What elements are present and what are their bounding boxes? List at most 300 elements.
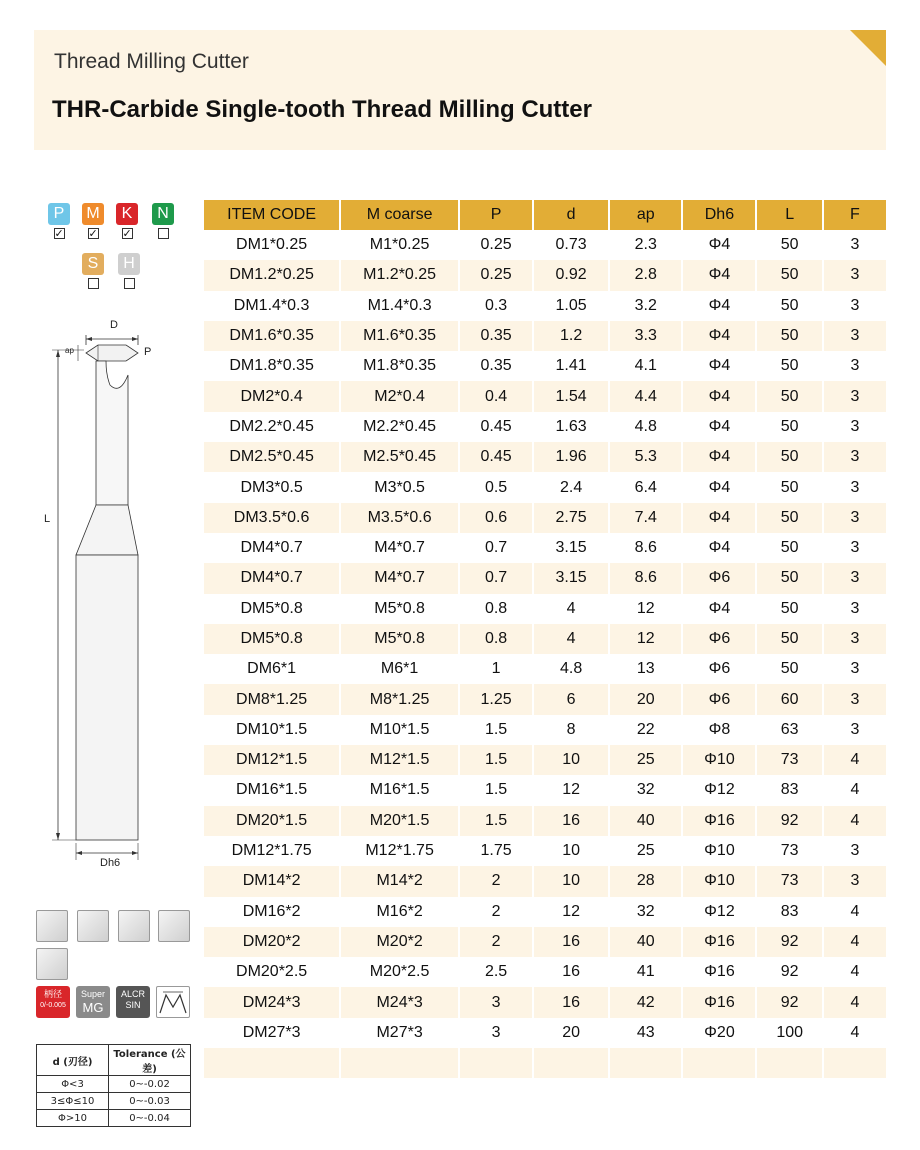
cell-m-coarse: M2.5*0.45 <box>340 442 459 472</box>
cell-dh6: Φ4 <box>682 503 756 533</box>
cell-dh6: Φ10 <box>682 866 756 896</box>
cell-ap: 2.8 <box>609 260 682 290</box>
table-row <box>204 684 886 714</box>
cell-d: 8 <box>533 715 609 745</box>
cell-item-code: DM14*2 <box>204 866 340 896</box>
grade-h-badge: H <box>118 253 140 275</box>
grade-h <box>118 253 140 289</box>
cell-l: 63 <box>756 715 822 745</box>
table-row <box>204 563 886 593</box>
thread-profile-glyph <box>157 987 189 1017</box>
cell-p: 0.8 <box>459 594 533 624</box>
table-row <box>204 866 886 896</box>
cell-ap: 43 <box>609 1018 682 1048</box>
grade-n <box>152 203 174 239</box>
header-m-coarse: M coarse <box>340 200 459 230</box>
cell-item-code: DM6*1 <box>247 660 297 678</box>
cell-d: 16 <box>533 927 609 957</box>
tolerance-header-d: d (刃径) <box>37 1045 109 1076</box>
header-f: F <box>823 200 886 230</box>
cell-m-coarse: M1.8*0.35 <box>340 351 459 381</box>
cell-l: 92 <box>756 957 822 987</box>
cell-m-coarse: M8*1.25 <box>340 684 459 714</box>
cell-l: 50 <box>756 230 822 260</box>
cell-f: 3 <box>823 624 886 654</box>
cell-m-coarse: M4*0.7 <box>340 563 459 593</box>
cell-ap: 4.8 <box>609 412 682 442</box>
tolerance-cell: Φ>10 <box>37 1110 109 1127</box>
tolerance-cell: 0~-0.02 <box>109 1076 191 1093</box>
cell-m-coarse: M1.4*0.3 <box>340 291 459 321</box>
page-header <box>34 30 886 150</box>
coating-badge-line1: ALCR <box>120 989 145 999</box>
cell-item-code: DM2.5*0.45 <box>204 442 340 472</box>
grade-n-badge: N <box>152 203 174 225</box>
cell-m-coarse: M16*2 <box>340 897 459 927</box>
cell-item-code: DM3*0.5 <box>240 478 303 496</box>
cell-l: 50 <box>756 412 822 442</box>
cell-d: 6 <box>533 684 609 714</box>
cell-l: 50 <box>756 321 822 351</box>
cell-ap: 32 <box>609 775 682 805</box>
cell-l: 73 <box>756 836 822 866</box>
cell-ap: 40 <box>609 806 682 836</box>
table-row <box>204 1018 886 1048</box>
table-row <box>204 654 886 684</box>
cell-ap: 2.3 <box>609 230 682 260</box>
cell-dh6: Φ16 <box>682 987 756 1017</box>
cell-l: 50 <box>756 351 822 381</box>
cell-f: 3 <box>823 684 886 714</box>
tolerance-cell: Φ<3 <box>37 1076 109 1093</box>
cell-dh6: Φ16 <box>682 806 756 836</box>
cell-f: 3 <box>823 260 886 290</box>
shoulder-milling-icon <box>36 948 68 980</box>
page-title: THR-Carbide Single-tooth Thread Milling Cutter <box>52 96 592 123</box>
cell-dh6: Φ20 <box>682 1018 756 1048</box>
header-l: L <box>756 200 822 230</box>
cell-p: 1.75 <box>459 836 533 866</box>
cell-dh6: Φ10 <box>682 836 756 866</box>
cell-dh6: Φ4 <box>682 442 756 472</box>
grade-p-badge: P <box>48 203 70 225</box>
cell-p: 1.5 <box>459 715 533 745</box>
cell-empty <box>459 1048 533 1078</box>
cell-f: 4 <box>823 897 886 927</box>
shank-tolerance-badge <box>36 986 70 1018</box>
cell-item-code: DM12*1.5 <box>204 745 340 775</box>
cell-p: 2 <box>459 897 533 927</box>
table-row <box>204 503 886 533</box>
cell-d: 1.41 <box>533 351 609 381</box>
grade-k-badge: K <box>116 203 138 225</box>
cell-ap: 5.3 <box>609 442 682 472</box>
cell-item-code: DM20*1.5 <box>204 806 340 836</box>
header-item-code: ITEM CODE <box>204 200 340 230</box>
grade-s-badge: S <box>82 253 104 275</box>
cell-l: 50 <box>756 594 822 624</box>
spec-table <box>204 200 886 1078</box>
cell-ap: 6.4 <box>609 472 682 502</box>
label-d: D <box>110 319 118 331</box>
cell-dh6: Φ4 <box>682 412 756 442</box>
cell-p: 2 <box>459 927 533 957</box>
table-row <box>204 836 886 866</box>
cell-ap: 40 <box>609 927 682 957</box>
grade-m-checkbox: ✓ <box>88 227 98 240</box>
cell-dh6: Φ4 <box>682 291 756 321</box>
grade-m <box>82 203 104 239</box>
cell-item-code: DM12*1.75 <box>231 842 312 860</box>
cell-item-code: DM5*0.8 <box>240 599 303 617</box>
cell-ap: 20 <box>609 684 682 714</box>
cell-d: 16 <box>533 987 609 1017</box>
cell-empty <box>609 1048 682 1078</box>
cell-l: 92 <box>756 927 822 957</box>
cell-item-code: DM1.6*0.35 <box>204 321 340 351</box>
cell-m-coarse: M2*0.4 <box>340 381 459 411</box>
header-p: P <box>459 200 533 230</box>
cell-item-code: DM16*1.5 <box>236 781 308 799</box>
grade-k-checkbox: ✓ <box>122 227 132 240</box>
cell-f: 3 <box>823 563 886 593</box>
cell-l: 73 <box>756 745 822 775</box>
cell-d: 10 <box>533 745 609 775</box>
cell-ap: 25 <box>609 745 682 775</box>
cell-p: 0.45 <box>459 442 533 472</box>
cell-d: 4 <box>533 594 609 624</box>
cell-empty <box>204 1048 340 1078</box>
cell-item-code: DM20*2 <box>204 927 340 957</box>
table-row <box>204 775 886 805</box>
cell-p: 0.6 <box>459 503 533 533</box>
cell-dh6: Φ8 <box>682 715 756 745</box>
cell-f: 3 <box>823 533 886 563</box>
cell-f: 4 <box>823 1018 886 1048</box>
table-row-empty <box>204 1048 886 1078</box>
cell-m-coarse: M16*1.5 <box>340 775 459 805</box>
super-badge-line2: MG <box>82 1000 104 1015</box>
cell-f: 3 <box>823 381 886 411</box>
cell-ap: 42 <box>609 987 682 1017</box>
cell-m-coarse: M4*0.7 <box>340 533 459 563</box>
cell-p: 3 <box>459 987 533 1017</box>
cell-item-code: DM4*0.7 <box>240 539 303 557</box>
cell-p: 1.5 <box>459 745 533 775</box>
cell-d: 10 <box>533 866 609 896</box>
cell-m-coarse: M12*1.75 <box>340 836 459 866</box>
cell-item-code: DM1*0.25 <box>236 236 308 254</box>
cell-p: 0.45 <box>459 412 533 442</box>
header-dh6: Dh6 <box>682 200 756 230</box>
cell-l: 100 <box>756 1018 822 1048</box>
grade-p <box>48 203 70 239</box>
cell-l: 50 <box>756 563 822 593</box>
cell-f: 3 <box>823 503 886 533</box>
cell-m-coarse: M5*0.8 <box>340 624 459 654</box>
cell-ap: 12 <box>609 594 682 624</box>
super-mg-badge <box>76 986 110 1018</box>
cell-l: 50 <box>756 503 822 533</box>
cell-p: 3 <box>459 1018 533 1048</box>
cell-f: 3 <box>823 321 886 351</box>
cell-l: 50 <box>756 260 822 290</box>
tolerance-header-row <box>37 1045 191 1076</box>
coating-badge <box>116 986 150 1018</box>
cell-d: 3.15 <box>533 563 609 593</box>
label-l: L <box>44 513 51 525</box>
cell-ap: 4.1 <box>609 351 682 381</box>
cell-d: 16 <box>533 806 609 836</box>
table-row <box>204 927 886 957</box>
cell-f: 4 <box>823 927 886 957</box>
cell-p: 2 <box>459 866 533 896</box>
cell-d: 10 <box>533 836 609 866</box>
tolerance-cell: 0~-0.04 <box>109 1110 191 1127</box>
cell-dh6: Φ6 <box>682 684 756 714</box>
cell-dh6: Φ4 <box>682 351 756 381</box>
cell-dh6: Φ4 <box>682 381 756 411</box>
cell-m-coarse: M1.2*0.25 <box>340 260 459 290</box>
cell-dh6: Φ4 <box>682 472 756 502</box>
thread-profile-icon <box>156 986 190 1018</box>
cell-empty <box>533 1048 609 1078</box>
table-row <box>204 260 886 290</box>
pocket-milling-icon <box>118 910 150 942</box>
table-row <box>204 806 886 836</box>
cell-item-code: DM10*1.5 <box>236 720 308 738</box>
page-subtitle: Thread Milling Cutter <box>54 50 249 73</box>
cell-p: 1.5 <box>459 775 533 805</box>
tolerance-row <box>37 1110 191 1127</box>
cell-ap: 8.6 <box>609 533 682 563</box>
table-row <box>204 291 886 321</box>
cell-item-code: DM1.4*0.3 <box>233 296 310 314</box>
cell-d: 16 <box>533 957 609 987</box>
cell-ap: 8.6 <box>609 563 682 593</box>
super-badge-line1: Super <box>80 989 106 999</box>
cell-item-code: DM2*0.4 <box>204 381 340 411</box>
cell-item-code: DM20*2.5 <box>236 963 308 981</box>
cell-item-code: DM1.2*0.25 <box>204 260 340 290</box>
cell-item-code: DM8*1.25 <box>204 684 340 714</box>
cell-l: 50 <box>756 533 822 563</box>
table-row <box>204 472 886 502</box>
cell-ap: 13 <box>609 654 682 684</box>
cell-dh6: Φ12 <box>682 775 756 805</box>
cell-l: 92 <box>756 987 822 1017</box>
grade-p-checkbox: ✓ <box>54 227 64 240</box>
cell-d: 0.73 <box>533 230 609 260</box>
cell-m-coarse: M20*2.5 <box>340 957 459 987</box>
cell-d: 4.8 <box>533 654 609 684</box>
table-row <box>204 897 886 927</box>
cell-ap: 28 <box>609 866 682 896</box>
cell-empty <box>340 1048 459 1078</box>
grade-m-badge: M <box>82 203 104 225</box>
cell-l: 50 <box>756 624 822 654</box>
cell-dh6: Φ4 <box>682 594 756 624</box>
cell-m-coarse: M1*0.25 <box>340 230 459 260</box>
cell-f: 3 <box>823 472 886 502</box>
cell-d: 2.75 <box>533 503 609 533</box>
cell-item-code: DM5*0.8 <box>204 624 340 654</box>
cell-p: 1.25 <box>459 684 533 714</box>
cell-m-coarse: M1.6*0.35 <box>340 321 459 351</box>
cell-ap: 41 <box>609 957 682 987</box>
cell-f: 4 <box>823 745 886 775</box>
cell-m-coarse: M27*3 <box>340 1018 459 1048</box>
cell-p: 0.7 <box>459 563 533 593</box>
cell-dh6: Φ6 <box>682 563 756 593</box>
cell-m-coarse: M3*0.5 <box>340 472 459 502</box>
cell-ap: 7.4 <box>609 503 682 533</box>
cell-l: 73 <box>756 866 822 896</box>
cell-f: 3 <box>823 715 886 745</box>
cell-dh6: Φ4 <box>682 533 756 563</box>
cell-l: 92 <box>756 806 822 836</box>
table-row <box>204 442 886 472</box>
cell-f: 3 <box>823 230 886 260</box>
tolerance-row <box>37 1093 191 1110</box>
cell-d: 3.15 <box>533 533 609 563</box>
cell-d: 1.96 <box>533 442 609 472</box>
cell-dh6: Φ4 <box>682 321 756 351</box>
cell-dh6: Φ6 <box>682 654 756 684</box>
spec-header-row <box>204 200 886 230</box>
table-row <box>204 533 886 563</box>
table-row <box>204 412 886 442</box>
cell-m-coarse: M10*1.5 <box>340 715 459 745</box>
spec-table-body <box>204 230 886 1078</box>
table-row <box>204 745 886 775</box>
cell-f: 3 <box>823 291 886 321</box>
cell-f: 4 <box>823 957 886 987</box>
cell-dh6: Φ12 <box>682 897 756 927</box>
label-p: P <box>144 346 152 358</box>
table-row <box>204 715 886 745</box>
cell-p: 0.4 <box>459 381 533 411</box>
cell-d: 20 <box>533 1018 609 1048</box>
cell-item-code: DM3.5*0.6 <box>204 503 340 533</box>
cutter-diagram <box>40 315 190 875</box>
cell-f: 3 <box>823 654 886 684</box>
cell-ap: 12 <box>609 624 682 654</box>
shank-badge-line1: 柄径 <box>43 989 62 999</box>
label-ap: ap <box>65 346 74 355</box>
corner-ribbon <box>850 30 886 66</box>
shank-badge-line2: 0/-0.005 <box>40 1002 66 1009</box>
cell-m-coarse: M2.2*0.45 <box>340 412 459 442</box>
cell-p: 0.35 <box>459 321 533 351</box>
cell-f: 4 <box>823 806 886 836</box>
tolerance-row <box>37 1076 191 1093</box>
cell-d: 4 <box>533 624 609 654</box>
grade-n-checkbox <box>158 228 169 239</box>
cell-d: 2.4 <box>533 472 609 502</box>
table-row <box>204 351 886 381</box>
table-row <box>204 957 886 987</box>
cell-l: 83 <box>756 897 822 927</box>
cell-d: 1.05 <box>533 291 609 321</box>
cell-ap: 3.2 <box>609 291 682 321</box>
cell-dh6: Φ16 <box>682 927 756 957</box>
table-row <box>204 321 886 351</box>
cell-l: 50 <box>756 291 822 321</box>
cell-ap: 25 <box>609 836 682 866</box>
cell-l: 83 <box>756 775 822 805</box>
cell-l: 50 <box>756 654 822 684</box>
cell-f: 3 <box>823 412 886 442</box>
cell-d: 1.63 <box>533 412 609 442</box>
cell-dh6: Φ16 <box>682 957 756 987</box>
grade-h-checkbox <box>124 278 135 289</box>
cell-item-code: DM4*0.7 <box>204 563 340 593</box>
cell-dh6: Φ4 <box>682 230 756 260</box>
cell-d: 1.2 <box>533 321 609 351</box>
grade-s <box>82 253 104 289</box>
profile-milling-icon <box>158 910 190 942</box>
cell-p: 0.35 <box>459 351 533 381</box>
cell-m-coarse: M14*2 <box>340 866 459 896</box>
cell-p: 0.7 <box>459 533 533 563</box>
cell-p: 2.5 <box>459 957 533 987</box>
cell-f: 4 <box>823 775 886 805</box>
grade-s-checkbox <box>88 278 99 289</box>
cell-l: 50 <box>756 381 822 411</box>
tolerance-table <box>36 1044 191 1127</box>
face-milling-icon <box>36 910 68 942</box>
cell-item-code: DM16*2 <box>242 902 301 920</box>
cell-p: 0.5 <box>459 472 533 502</box>
cell-p: 1 <box>459 654 533 684</box>
cell-dh6: Φ10 <box>682 745 756 775</box>
cell-ap: 3.3 <box>609 321 682 351</box>
grade-k <box>116 203 138 239</box>
cell-item-code: DM27*3 <box>242 1023 301 1041</box>
cell-ap: 32 <box>609 897 682 927</box>
cell-d: 12 <box>533 897 609 927</box>
cell-d: 1.54 <box>533 381 609 411</box>
cell-m-coarse: M20*1.5 <box>340 806 459 836</box>
cell-p: 0.3 <box>459 291 533 321</box>
cell-l: 50 <box>756 472 822 502</box>
cell-ap: 4.4 <box>609 381 682 411</box>
cell-m-coarse: M3.5*0.6 <box>340 503 459 533</box>
table-row <box>204 381 886 411</box>
table-row <box>204 230 886 260</box>
cell-p: 0.25 <box>459 230 533 260</box>
cell-f: 3 <box>823 836 886 866</box>
tool-drawing <box>40 315 190 875</box>
cell-p: 0.8 <box>459 624 533 654</box>
cell-item-code: DM2.2*0.45 <box>229 417 314 435</box>
cell-item-code: DM1.8*0.35 <box>229 357 314 375</box>
cell-ap: 22 <box>609 715 682 745</box>
cell-p: 0.25 <box>459 260 533 290</box>
cell-f: 4 <box>823 987 886 1017</box>
cell-f: 3 <box>823 351 886 381</box>
table-row <box>204 624 886 654</box>
table-row <box>204 987 886 1017</box>
cell-dh6: Φ4 <box>682 260 756 290</box>
cell-l: 60 <box>756 684 822 714</box>
cell-m-coarse: M24*3 <box>340 987 459 1017</box>
table-row <box>204 594 886 624</box>
coating-badge-line2: SIN <box>125 1000 141 1010</box>
cell-l: 50 <box>756 442 822 472</box>
tolerance-header-tol: Tolerance (公差) <box>109 1045 191 1076</box>
